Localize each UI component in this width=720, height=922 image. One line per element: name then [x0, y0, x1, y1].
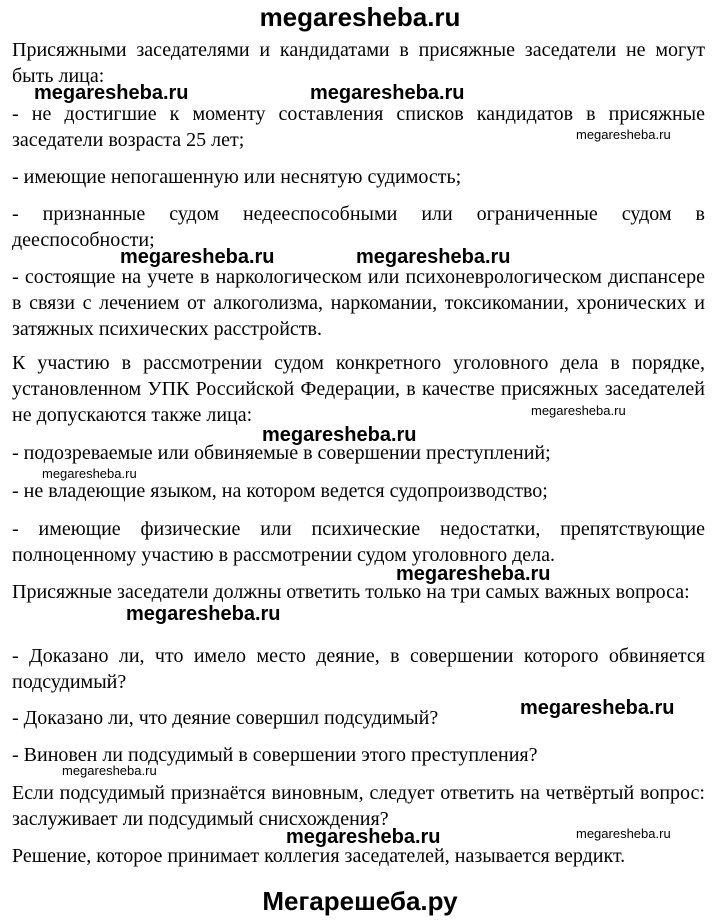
watermark-text: megaresheba.ru	[520, 697, 675, 719]
list-item-disabilities: - имеющие физические или психические недостатки, препятствующие полноценному участию в рассмотрении судом уголовного дела.	[12, 518, 705, 566]
watermark-text: megaresheba.ru	[356, 246, 511, 268]
paragraph-questions: Присяжные заседатели должны ответить только на три самых важных вопроса:	[12, 581, 690, 603]
watermark-text: megaresheba.ru	[120, 246, 275, 268]
watermark-text: megaresheba.ru	[396, 563, 551, 585]
list-item-language: - не владеющие языком, на котором ведется судопроизводство;	[12, 480, 548, 502]
watermark-text: megaresheba.ru	[310, 82, 465, 104]
paragraph-fourth-question: Если подсудимый признаётся виновным, следует ответить на четвёртый вопрос: заслуживает ли подсудимый снисхождения?	[12, 782, 705, 830]
list-item-conviction: - имеющие непогашенную или неснятую судимость;	[12, 166, 462, 188]
list-item-incapacity: - признанные судом недееспособными или ограниченные судом в дееспособности;	[12, 203, 705, 251]
watermark-text: megaresheba.ru	[62, 763, 157, 778]
watermark-text: megaresheba.ru	[262, 424, 417, 446]
page-footer-title: Мегарешеба.ру	[262, 886, 458, 916]
watermark-text: megaresheba.ru	[576, 826, 671, 841]
question-2: - Доказано ли, что деяние совершил подсудимый?	[12, 707, 439, 729]
paragraph-intro: Присяжными заседателями и кандидатами в присяжные заседатели не могут быть лица:	[12, 39, 705, 87]
list-item-suspects: - подозреваемые или обвиняемые в совершении преступлений;	[12, 442, 551, 464]
paragraph-verdict: Решение, которое принимает коллегия заседателей, называется вердикт.	[12, 845, 626, 867]
watermark-text: megaresheba.ru	[42, 466, 137, 481]
page-header-title: megaresheba.ru	[259, 2, 461, 32]
paragraph-exclusion: К участию в рассмотрении судом конкретного уголовного дела в порядке, установленном УПК Российской Федерации, в качестве присяжных заседателей не допускаются также лица:	[12, 352, 705, 426]
list-item-age: - не достигшие к моменту составления списков кандидатов в присяжные заседатели возраста 25 лет;	[12, 103, 705, 151]
watermark-text: megaresheba.ru	[286, 826, 441, 848]
watermark-text: megaresheba.ru	[576, 127, 671, 142]
question-3: - Виновен ли подсудимый в совершении этого преступления?	[12, 744, 538, 766]
watermark-text: megaresheba.ru	[126, 603, 281, 625]
question-1: - Доказано ли, что имело место деяние, в совершении которого обвиняется подсудимый?	[12, 645, 705, 693]
watermark-text: megaresheba.ru	[531, 403, 626, 418]
list-item-dispensary: - состоящие на учете в наркологическом или психоневрологическом диспансере в связи с лечением от алкоголизма, наркомании, токсикомании, хронических и затяжных психических расстройств.	[12, 266, 705, 340]
watermark-text: megaresheba.ru	[34, 82, 189, 104]
